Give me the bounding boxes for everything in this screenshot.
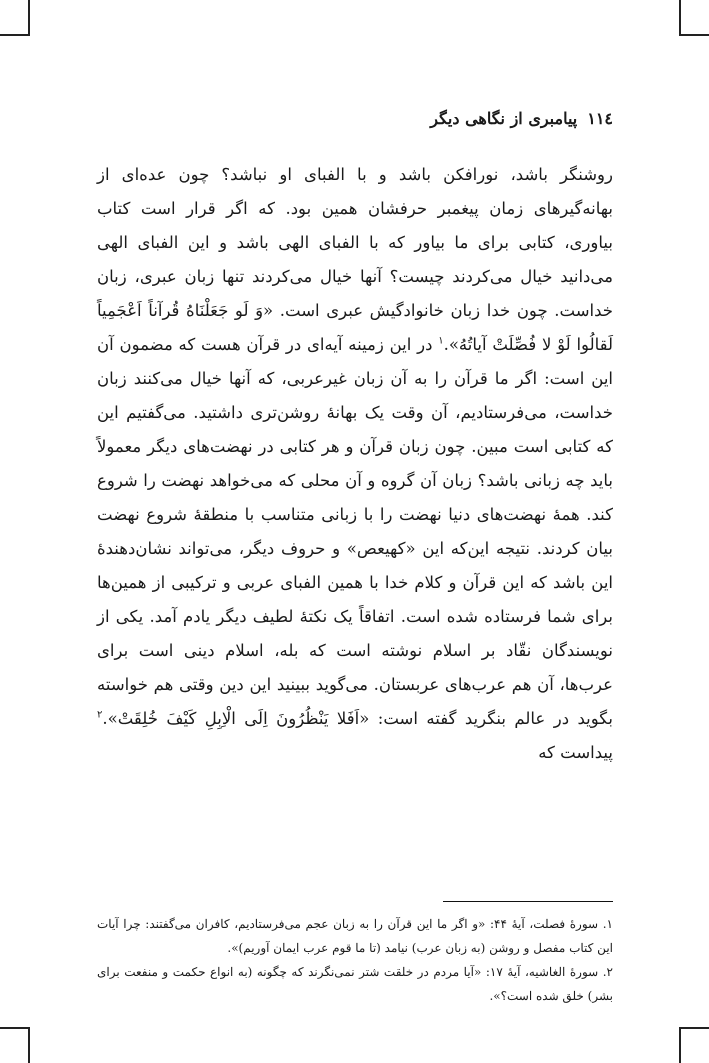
body-text <box>97 158 613 770</box>
running-title: پیامبری از نگاهی دیگر <box>430 108 578 128</box>
running-header <box>97 104 613 132</box>
crop-mark <box>28 0 30 36</box>
book-page <box>97 104 613 1003</box>
crop-mark <box>0 34 30 36</box>
crop-mark <box>679 1027 709 1029</box>
body-paragraph <box>97 158 613 770</box>
body-text-part-1: روشنگر باشد، نورافکن باشد و با الفبای او نباشد؟ چون عده‌ای از بهانه‌گیرهای زمان پیغمبر حرفشان همین بود. که اگر قرار است کتاب بیاوری، کتابی برای ما بیاور که با الفبای الهی باشد و این الفبای الهی می‌دانید خیال می‌کردند چیست؟ آنها خیال می‌کردند تنها زبان عبری، زبان خداست. چون خدا زبان خانوادگیش عبری است. «وَ لَو جَعَلْنَاهُ قُرآناً اَعْجَمِياً لَقالُوا لَوْ لا فُصِّلَتْ آياتُهُ». <box>97 165 613 354</box>
crop-mark <box>0 1027 30 1029</box>
crop-mark <box>28 1027 30 1063</box>
footnotes <box>97 912 613 1008</box>
crop-mark <box>679 0 681 36</box>
footnote-reference-2[interactable]: ٢ <box>97 709 103 721</box>
crop-mark <box>679 1027 681 1063</box>
body-text-part-2: در این زمینه آیه‌ای در قرآن هست که مضمون آن این است: اگر ما قرآن را به آن زبان غیرعربی، که آنها خیال می‌کنند زبان خداست، می‌فرستادیم، آن وقت یک بهانهٔ روشن‌تری داشتید. می‌گفتیم این که کتابی است مبین. چون زبان قرآن و هر کتابی در نهضت‌های دیگر معمولاً باید چه زبانی باشد؟ زبان آن گروه و آن محلی که می‌خواهد نهضت را شروع کند. همهٔ نهضت‌های دنیا نهضت را با زبانی متناسب با منطقهٔ شروع نهضت بیان کردند. نتیجه این‌که این «کهیعص» و حروف دیگر، می‌تواند نشان‌دهندهٔ این باشد که این قرآن و کلام خدا با همین الفبای عربی و ترکیبی از همین‌ها برای شما فرستاده شده است. اتفاقاً یک نکتهٔ لطیف دیگر یادم آمد. یکی از نویسندگان نقّاد بر اسلام نوشته است که بله، اسلام دینی است برای عرب‌ها، آن هم عرب‌های عربستان. می‌گوید ببینید این دین وقتی هم خواسته بگوید در عالم بنگرید گفته است: «اَفَلا يَنْظُرُونَ اِلَى الْاِبِلِ كَيْفَ خُلِقَتْ». <box>97 335 613 728</box>
crop-mark <box>679 34 709 36</box>
footnote-2: ٢. سورهٔ الغاشیه، آیهٔ ١٧: «آیا مردم در خلقت شتر نمی‌نگرند که چگونه (به انواع حکمت و منفعت برای بشر) خلق شده است؟». <box>97 965 613 1003</box>
page-number: ١١٤ <box>587 108 613 128</box>
footnote-reference-1[interactable]: ١ <box>438 335 444 347</box>
body-text-part-3: پیداست که <box>538 743 613 762</box>
footnote-separator <box>443 901 613 902</box>
footnote-1: ١. سورهٔ فصلت، آیهٔ ۴۴: «و اگر ما این قرآن را به زبان عجم می‌فرستادیم، کافران می‌گفتند: چرا آیات این کتاب مفصل و روشن (به زبان عرب) نیامد (تا ما قوم عرب ایمان آوریم)». <box>97 917 613 955</box>
